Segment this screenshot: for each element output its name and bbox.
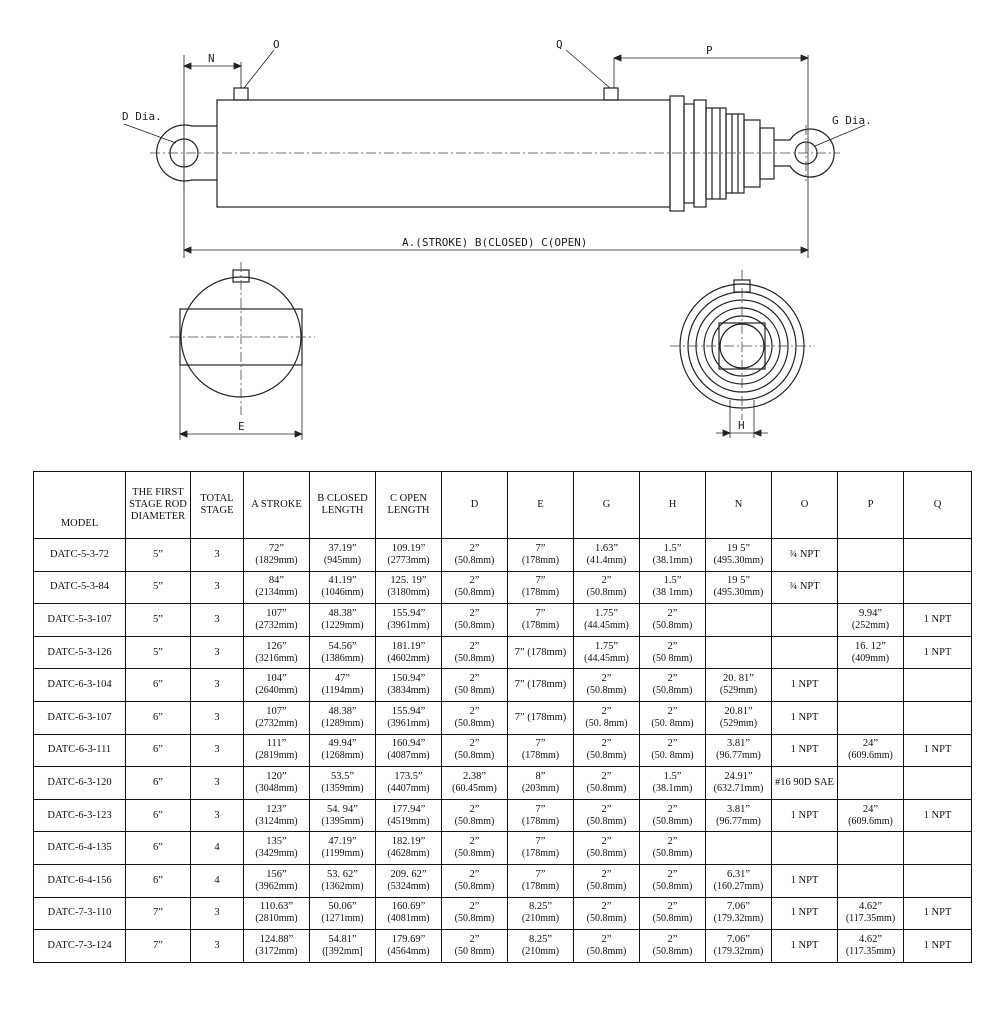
table-cell: 123” (3124mm) xyxy=(244,799,310,832)
table-cell: 1 NPT xyxy=(904,604,972,637)
table-cell: 2” (50. 8mm) xyxy=(640,734,706,767)
table-row xyxy=(34,636,972,669)
model-cell: DATC-6-3-104 xyxy=(34,669,126,702)
table-cell: 2” (50.8mm) xyxy=(574,864,640,897)
model-cell: DATC-6-4-156 xyxy=(34,864,126,897)
table-cell: 155.94” (3961mm) xyxy=(376,604,442,637)
table-cell: 1 NPT xyxy=(904,897,972,930)
table-cell: 4 xyxy=(191,832,244,865)
table-cell: 24.91” (632.71mm) xyxy=(706,767,772,800)
spec-table xyxy=(33,471,972,963)
table-cell: 2” (50.8mm) xyxy=(574,930,640,963)
table-cell: 47” (1194mm) xyxy=(310,669,376,702)
table-cell: 5” xyxy=(126,571,191,604)
table-cell: 49.94” (1268mm) xyxy=(310,734,376,767)
table-row xyxy=(34,832,972,865)
table-cell: 2” (50.8mm) xyxy=(574,669,640,702)
table-cell xyxy=(772,604,838,637)
table-cell xyxy=(838,669,904,702)
column-header: B CLOSED LENGTH xyxy=(310,472,376,539)
table-cell: 48.38” (1289mm) xyxy=(310,701,376,734)
table-cell: #16 90D SAE xyxy=(772,767,838,800)
table-cell: 2” (50.8mm) xyxy=(640,669,706,702)
label-g-dia: G Dia. xyxy=(832,114,872,127)
table-cell xyxy=(706,604,772,637)
table-cell: 160.69” (4081mm) xyxy=(376,897,442,930)
table-cell xyxy=(838,832,904,865)
model-cell: DATC-5-3-126 xyxy=(34,636,126,669)
table-cell: 120” (3048mm) xyxy=(244,767,310,800)
table-cell: 6” xyxy=(126,799,191,832)
table-cell: 41.19” (1046mm) xyxy=(310,571,376,604)
column-header: P xyxy=(838,472,904,539)
table-cell: 50.06” (1271mm) xyxy=(310,897,376,930)
table-cell: 2” (50.8mm) xyxy=(574,832,640,865)
table-cell: 124.88” (3172mm) xyxy=(244,930,310,963)
table-cell: 1 NPT xyxy=(904,930,972,963)
table-cell: 3 xyxy=(191,539,244,572)
table-cell: 2” (50.8mm) xyxy=(640,864,706,897)
table-cell: 1 NPT xyxy=(772,864,838,897)
label-d-dia: D Dia. xyxy=(122,110,162,123)
label-dimensions: A.(STROKE) B(CLOSED) C(OPEN) xyxy=(402,236,588,249)
label-h: H xyxy=(738,419,745,432)
table-cell: 2” (50.8mm) xyxy=(442,571,508,604)
table-cell: 111” (2819mm) xyxy=(244,734,310,767)
column-header: TOTAL STAGE xyxy=(191,472,244,539)
stage-1 xyxy=(670,96,684,211)
table-cell: 3 xyxy=(191,799,244,832)
table-cell xyxy=(706,832,772,865)
table-cell: 7” xyxy=(126,897,191,930)
table-cell: 2” (50.8mm) xyxy=(442,734,508,767)
table-cell: 3 xyxy=(191,930,244,963)
table-cell: 3.81” (96.77mm) xyxy=(706,799,772,832)
table-cell: 8” (203mm) xyxy=(508,767,574,800)
stage-2 xyxy=(684,104,694,203)
model-cell: DATC-6-3-111 xyxy=(34,734,126,767)
table-cell: 3 xyxy=(191,897,244,930)
table-cell xyxy=(838,767,904,800)
model-cell: DATC-6-3-107 xyxy=(34,701,126,734)
table-cell: 173.5” (4407mm) xyxy=(376,767,442,800)
table-cell: 7” (178mm) xyxy=(508,832,574,865)
table-cell: 3.81” (96.77mm) xyxy=(706,734,772,767)
table-cell: 1 NPT xyxy=(904,734,972,767)
table-cell: 6” xyxy=(126,701,191,734)
table-cell: 6” xyxy=(126,832,191,865)
table-cell: 3 xyxy=(191,767,244,800)
table-cell xyxy=(904,767,972,800)
table-cell: 2” (50.8mm) xyxy=(640,897,706,930)
table-cell: 84” (2134mm) xyxy=(244,571,310,604)
table-cell: 109.19” (2773mm) xyxy=(376,539,442,572)
table-cell: 3 xyxy=(191,604,244,637)
table-cell: 104” (2640mm) xyxy=(244,669,310,702)
table-cell: 2” (50.8mm) xyxy=(442,604,508,637)
table-cell: 7” (178mm) xyxy=(508,799,574,832)
table-cell: 6” xyxy=(126,734,191,767)
table-cell: 1.63” (41.4mm) xyxy=(574,539,640,572)
model-cell: DATC-6-3-120 xyxy=(34,767,126,800)
stage-5 xyxy=(726,114,744,193)
table-cell: 182.19” (4628mm) xyxy=(376,832,442,865)
column-header: E xyxy=(508,472,574,539)
table-cell xyxy=(772,832,838,865)
label-q: Q xyxy=(556,38,563,51)
table-cell: 7” (178mm) xyxy=(508,539,574,572)
table-cell: 6” xyxy=(126,669,191,702)
table-cell: 1 NPT xyxy=(772,734,838,767)
table-cell: 7” xyxy=(126,930,191,963)
table-row xyxy=(34,734,972,767)
label-o: O xyxy=(273,38,280,51)
table-cell: 1 NPT xyxy=(772,669,838,702)
table-cell: 2” (50.8mm) xyxy=(442,701,508,734)
stage-3 xyxy=(694,100,706,207)
column-header: O xyxy=(772,472,838,539)
table-cell: 2” (50.8mm) xyxy=(574,799,640,832)
table-cell: 37.19” (945mm) xyxy=(310,539,376,572)
model-cell: DATC-5-3-84 xyxy=(34,571,126,604)
model-cell: DATC-5-3-107 xyxy=(34,604,126,637)
table-cell: ¾ NPT xyxy=(772,571,838,604)
table-cell: 135” (3429mm) xyxy=(244,832,310,865)
table-cell: 2” (50 8mm) xyxy=(442,669,508,702)
table-cell xyxy=(904,539,972,572)
table-cell: 5” xyxy=(126,604,191,637)
table-cell: 2” (50.8mm) xyxy=(640,930,706,963)
table-cell: 7” (178mm) xyxy=(508,669,574,702)
table-cell: 7” (178mm) xyxy=(508,701,574,734)
table-cell: 4.62” (117.35mm) xyxy=(838,897,904,930)
table-cell: 5” xyxy=(126,636,191,669)
table-cell: 2” (50.8mm) xyxy=(442,897,508,930)
table-cell: 2” (50.8mm) xyxy=(442,832,508,865)
table-cell: 72” (1829mm) xyxy=(244,539,310,572)
table-cell: 2” (50. 8mm) xyxy=(640,701,706,734)
table-cell: 2” (50.8mm) xyxy=(640,604,706,637)
table-cell: 3 xyxy=(191,701,244,734)
table-cell: 1.75” (44.45mm) xyxy=(574,636,640,669)
table-row xyxy=(34,604,972,637)
table-row xyxy=(34,669,972,702)
table-cell: 19 5” (495.30mm) xyxy=(706,539,772,572)
table-cell: 7” (178mm) xyxy=(508,734,574,767)
table-cell: 3 xyxy=(191,669,244,702)
table-cell: 7.06” (179.32mm) xyxy=(706,897,772,930)
table-cell: 24” (609.6mm) xyxy=(838,734,904,767)
column-header: N xyxy=(706,472,772,539)
table-cell: 53.5” (1359mm) xyxy=(310,767,376,800)
table-cell: 1.75” (44.45mm) xyxy=(574,604,640,637)
table-cell: 3 xyxy=(191,636,244,669)
table-cell: 6” xyxy=(126,864,191,897)
table-cell: 54.81” ([392mm] xyxy=(310,930,376,963)
table-cell: 209. 62” (5324mm) xyxy=(376,864,442,897)
cylinder-barrel xyxy=(217,100,670,207)
table-cell: 19 5” (495.30mm) xyxy=(706,571,772,604)
table-cell: 54.56” (1386mm) xyxy=(310,636,376,669)
table-cell: 125. 19” (3180mm) xyxy=(376,571,442,604)
model-cell: DATC-7-3-110 xyxy=(34,897,126,930)
table-cell: 47.19” (1199mm) xyxy=(310,832,376,865)
column-header: Q xyxy=(904,472,972,539)
column-header: G xyxy=(574,472,640,539)
table-cell: 126” (3216mm) xyxy=(244,636,310,669)
table-cell: 150.94” (3834mm) xyxy=(376,669,442,702)
table-cell xyxy=(838,701,904,734)
table-row xyxy=(34,767,972,800)
table-cell: 1 NPT xyxy=(772,897,838,930)
table-cell: 6.31” (160.27mm) xyxy=(706,864,772,897)
header-row xyxy=(34,472,972,539)
table-cell xyxy=(772,636,838,669)
table-cell: 160.94” (4087mm) xyxy=(376,734,442,767)
stage-4 xyxy=(706,108,726,199)
table-cell: 20. 81” (529mm) xyxy=(706,669,772,702)
model-cell: DATC-6-4-135 xyxy=(34,832,126,865)
table-cell: 1 NPT xyxy=(904,799,972,832)
table-cell: 7” (178mm) xyxy=(508,604,574,637)
table-cell: 1 NPT xyxy=(772,701,838,734)
table-row xyxy=(34,930,972,963)
table-cell: 7” (178mm) xyxy=(508,571,574,604)
table-cell: 2” (50.8mm) xyxy=(442,799,508,832)
table-cell xyxy=(838,539,904,572)
column-header: MODEL xyxy=(34,472,126,539)
table-cell: 3 xyxy=(191,571,244,604)
table-cell: 2” (50.8mm) xyxy=(640,799,706,832)
table-cell: 8.25” (210mm) xyxy=(508,930,574,963)
table-cell: 2” (50 8mm) xyxy=(640,636,706,669)
table-cell: 110.63” (2810mm) xyxy=(244,897,310,930)
table-cell: 2” (50.8mm) xyxy=(640,832,706,865)
table-cell: 156” (3962mm) xyxy=(244,864,310,897)
table-cell: 107” (2732mm) xyxy=(244,604,310,637)
table-cell: 2” (50.8mm) xyxy=(442,864,508,897)
model-cell: DATC-5-3-72 xyxy=(34,539,126,572)
model-cell: DATC-6-3-123 xyxy=(34,799,126,832)
table-cell: 24” (609.6mm) xyxy=(838,799,904,832)
table-cell xyxy=(706,636,772,669)
label-n: N xyxy=(208,52,215,65)
table-cell xyxy=(838,571,904,604)
port-q xyxy=(604,88,618,100)
label-e: E xyxy=(238,420,245,433)
table-cell: 177.94” (4519mm) xyxy=(376,799,442,832)
stage-7 xyxy=(760,128,774,179)
table-cell: 2.38” (60.45mm) xyxy=(442,767,508,800)
table-cell xyxy=(904,669,972,702)
table-cell: 7.06” (179.32mm) xyxy=(706,930,772,963)
table-cell: 2” (50.8mm) xyxy=(574,767,640,800)
table-cell: 6” xyxy=(126,767,191,800)
table-cell: 54. 94” (1395mm) xyxy=(310,799,376,832)
table-cell xyxy=(904,571,972,604)
table-cell: 1.5” (38.1mm) xyxy=(640,767,706,800)
table-cell: 16. 12” (409mm) xyxy=(838,636,904,669)
label-p: P xyxy=(706,44,713,57)
table-cell: 7” (178mm) xyxy=(508,864,574,897)
table-row xyxy=(34,897,972,930)
table-cell: 1.5” (38 1mm) xyxy=(640,571,706,604)
table-cell xyxy=(904,701,972,734)
table-cell: 1 NPT xyxy=(904,636,972,669)
cylinder-technical-drawing xyxy=(0,0,1003,470)
table-cell: 9.94” (252mm) xyxy=(838,604,904,637)
table-cell: 2” (50.8mm) xyxy=(574,897,640,930)
table-cell: 1.5” (38.1mm) xyxy=(640,539,706,572)
table-cell: 2” (50.8mm) xyxy=(574,571,640,604)
table-cell: 3 xyxy=(191,734,244,767)
table-cell: 2” (50.8mm) xyxy=(574,734,640,767)
table-cell: 2” (50. 8mm) xyxy=(574,701,640,734)
model-cell: DATC-7-3-124 xyxy=(34,930,126,963)
table-row xyxy=(34,701,972,734)
column-header: C OPEN LENGTH xyxy=(376,472,442,539)
table-cell xyxy=(838,864,904,897)
table-cell: 107” (2732mm) xyxy=(244,701,310,734)
table-row xyxy=(34,539,972,572)
table-cell: 48.38” (1229mm) xyxy=(310,604,376,637)
column-header: THE FIRST STAGE ROD DIAMETER xyxy=(126,472,191,539)
column-header: D xyxy=(442,472,508,539)
column-header: H xyxy=(640,472,706,539)
table-cell: 20.81” (529mm) xyxy=(706,701,772,734)
table-row xyxy=(34,571,972,604)
table-cell: 7” (178mm) xyxy=(508,636,574,669)
table-row xyxy=(34,799,972,832)
table-cell: 4.62” (117.35mm) xyxy=(838,930,904,963)
table-cell: 2” (50.8mm) xyxy=(442,636,508,669)
table-row xyxy=(34,864,972,897)
table-cell: 8.25” (210mm) xyxy=(508,897,574,930)
table-cell: 2” (50 8mm) xyxy=(442,930,508,963)
table-cell: 5” xyxy=(126,539,191,572)
table-cell: 53. 62” (1362mm) xyxy=(310,864,376,897)
port-o xyxy=(234,88,248,100)
table-cell: 2” (50.8mm) xyxy=(442,539,508,572)
table-cell xyxy=(904,832,972,865)
table-cell: 1 NPT xyxy=(772,799,838,832)
table-cell: 179.69” (4564mm) xyxy=(376,930,442,963)
table-cell: ¾ NPT xyxy=(772,539,838,572)
column-header: A STROKE xyxy=(244,472,310,539)
table-cell: 181.19” (4602mm) xyxy=(376,636,442,669)
table-cell xyxy=(904,864,972,897)
stage-6 xyxy=(744,120,760,187)
table-cell: 4 xyxy=(191,864,244,897)
table-cell: 155.94” (3961mm) xyxy=(376,701,442,734)
table-cell: 1 NPT xyxy=(772,930,838,963)
